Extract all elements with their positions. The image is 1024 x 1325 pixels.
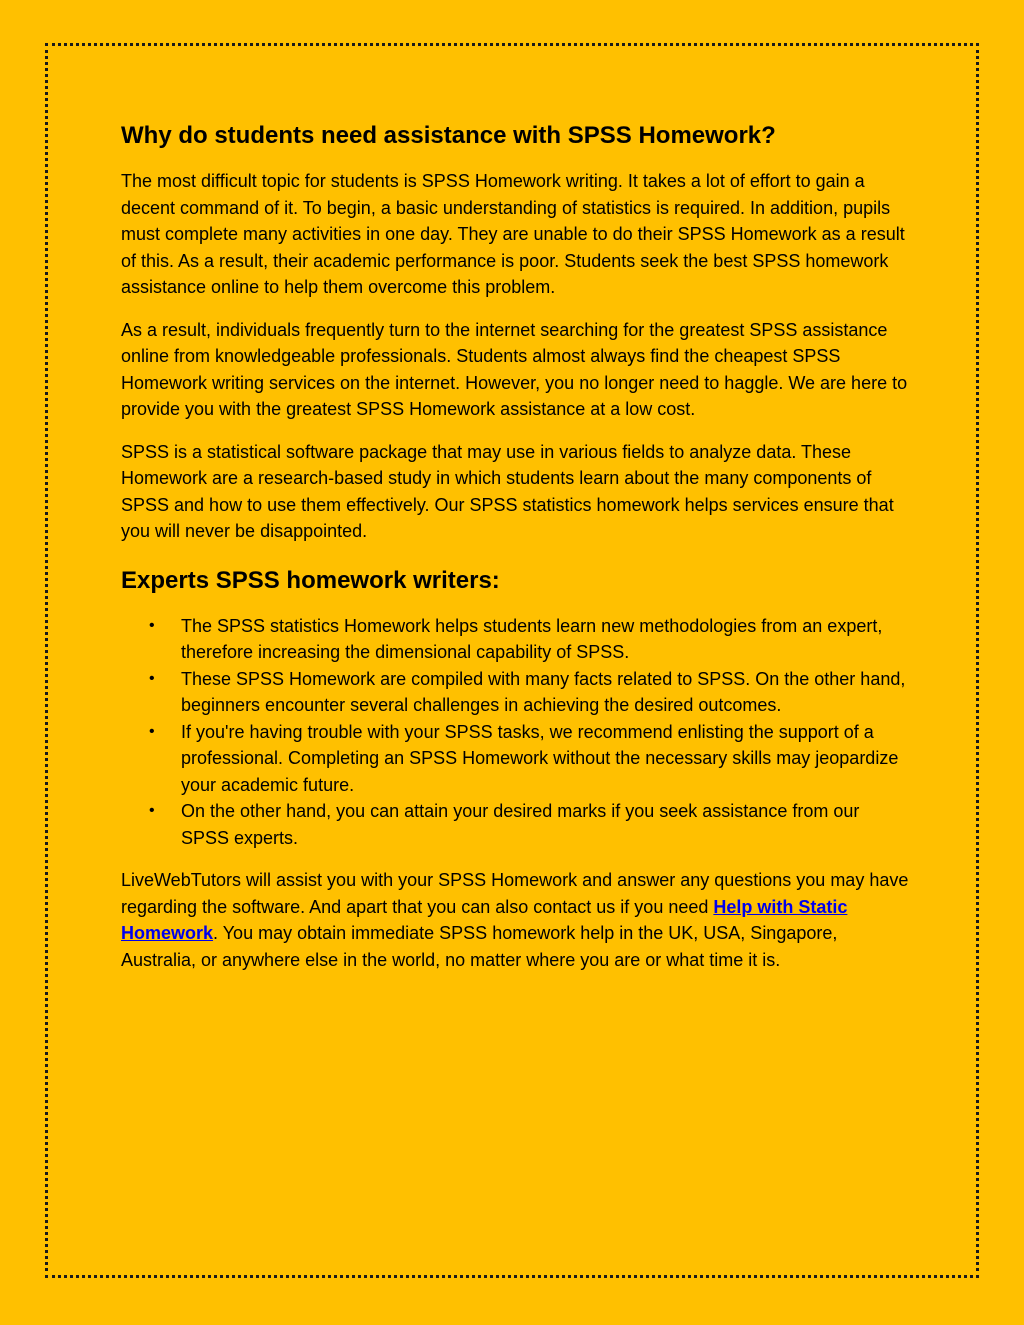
list-item bbox=[121, 613, 911, 666]
paragraph-3: SPSS is a statistical software package that may use in various fields to analyze data. These Homework are a research-based study in which students learn about the many components of SPSS and how to use them effectively. Our SPSS statistics homework helps services ensure that you will never be disappointed. bbox=[121, 441, 894, 541]
list-item-text: On the other hand, you can attain your desired marks if you seek assistance from our SPSS experts. bbox=[181, 801, 860, 848]
paragraph-1: The most difficult topic for students is SPSS Homework writing. It takes a lot of effort to gain a decent command of it. To begin, a basic understanding of statistics is required. In addition, pupils must complete many activities in one day. They are unable to do their SPSS Homework as a result of this. As a result, their academic performance is poor. Students seek the best SPSS homework assistance online to help them overcome this problem. bbox=[121, 171, 905, 297]
closing-text-before-link: LiveWebTutors will assist you with your SPSS Homework and answer any questions you may have regarding the software. And apart that you can also contact us if you need bbox=[121, 870, 909, 917]
bullet-icon: • bbox=[149, 802, 155, 819]
document-body bbox=[121, 118, 911, 989]
paragraph-2: As a result, individuals frequently turn to the internet searching for the greatest SPSS assistance online from knowledgeable professionals. Students almost always find the cheapest SPSS Homework writing services on the internet. However, you no longer need to haggle. We are here to provide you with the greatest SPSS Homework assistance at a low cost. bbox=[121, 319, 908, 419]
section-heading-experts: Experts SPSS homework writers: bbox=[121, 566, 500, 594]
bullet-icon: • bbox=[149, 669, 155, 687]
bullet-icon: • bbox=[149, 722, 155, 740]
list-item bbox=[121, 719, 911, 799]
experts-bullet-list bbox=[121, 613, 911, 852]
closing-text-after-link: . You may obtain immediate SPSS homework help in the UK, USA, Singapore, Australia, or anywhere else in the world, no matter where you are or what time it is. bbox=[121, 923, 838, 970]
list-item-text: These SPSS Homework are compiled with many facts related to SPSS. On the other hand, beginners encounter several challenges in achieving the desired outcomes. bbox=[181, 668, 906, 715]
list-item bbox=[121, 666, 911, 719]
section-heading-why-students: Why do students need assistance with SPSS Homework? bbox=[121, 122, 776, 149]
list-item-text: The SPSS statistics Homework helps students learn new methodologies from an expert, therefore increasing the dimensional capability of SPSS. bbox=[181, 615, 883, 662]
list-item bbox=[121, 798, 911, 851]
help-with-static-homework-link[interactable]: Help with Static Homework bbox=[121, 896, 848, 943]
list-item-text: If you're having trouble with your SPSS tasks, we recommend enlisting the support of a professional. Completing an SPSS Homework without the necessary skills may jeopardize your academic future. bbox=[181, 721, 899, 795]
bullet-icon: • bbox=[149, 616, 155, 634]
closing-paragraph bbox=[121, 867, 911, 973]
